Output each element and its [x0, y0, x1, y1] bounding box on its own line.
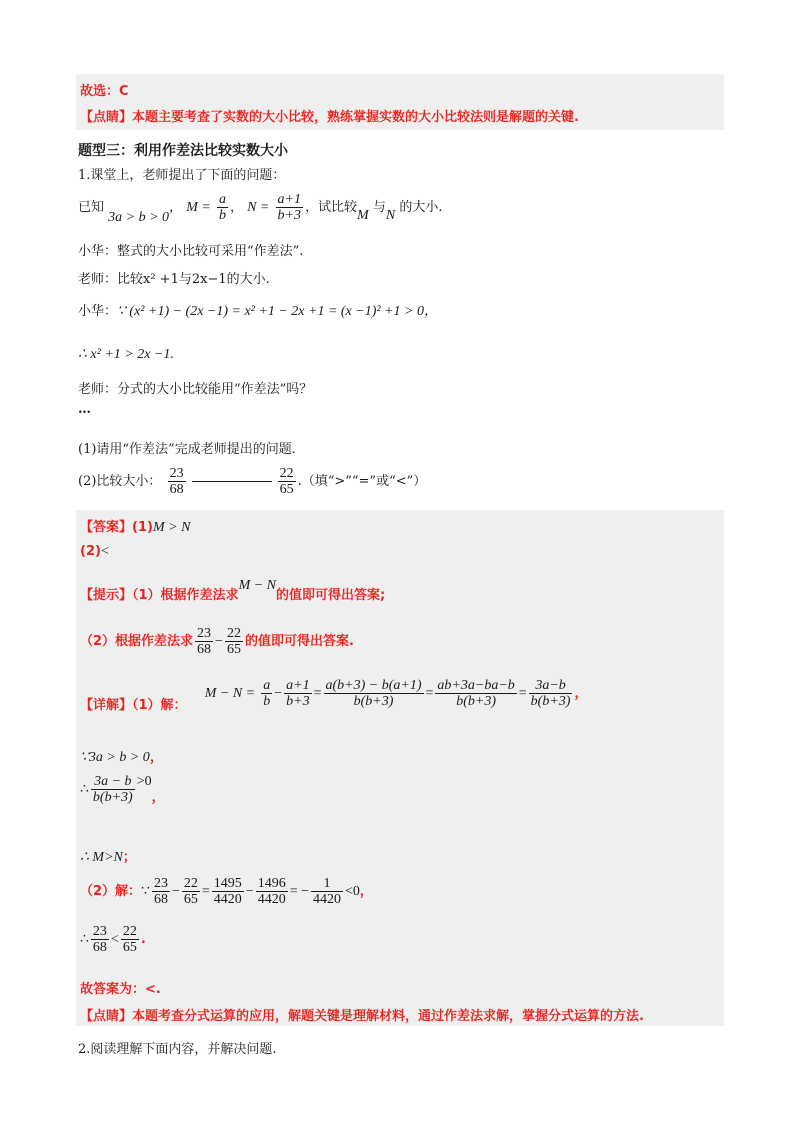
- detail-line-1: 【详解】（1）解： M − N = $\frac{a}{b}$ − $\frac{a+1}{b+3}$ = $\frac{a(b+3) - b(a+1)}{b(b+3)}$ = $\frac{ab+3a-ba-b}{b(b+3)}$ = $\frac{3a-b}{b(b+3)}$ ，: [80, 678, 588, 713]
- therefore-line: ∴ x² +1 > 2x −1.: [78, 347, 174, 362]
- top-comment-tag: 【点睛】: [80, 110, 133, 125]
- answer-line-1: [80, 516, 190, 536]
- therefore-line-2: [80, 846, 136, 866]
- d2-fraction-a: $\frac{23}{68}$: [153, 876, 168, 907]
- n-fraction: $\frac{a+1}{b+3}$: [277, 192, 301, 223]
- hint2-fraction-b: $\frac{22}{65}$: [226, 626, 241, 657]
- hint-line-2: [80, 626, 354, 657]
- detail-tag: 【详解】: [80, 698, 133, 713]
- solution-comment-tag: 【点睛】: [80, 1009, 133, 1024]
- therefore2-math: ∴ M>N: [80, 850, 123, 865]
- therefore3-fraction-a: $\frac{23}{68}$: [92, 924, 107, 955]
- top-answer-line: 故选：C: [80, 84, 129, 99]
- solution-comment: [80, 1005, 644, 1024]
- q2-answer-blank[interactable]: [192, 481, 272, 482]
- compare-text: ，试比较: [304, 200, 357, 215]
- final-answer: 故答案为：<.: [80, 982, 161, 997]
- top-comment-text: 本题主要考查了实数的大小比较，熟练掌握实数的大小比较法则是解题的关键.: [132, 110, 579, 125]
- therefore1-fraction: $\frac{3a - b}{b(b+3)}$: [92, 774, 133, 805]
- detail1-prefix: （1）解：: [132, 698, 187, 713]
- d2-tail: <0: [344, 884, 360, 899]
- d1-fraction-1: $\frac{a}{b}$: [263, 678, 271, 709]
- d1-fraction-5: $\frac{3a-b}{b(b+3)}$: [530, 678, 571, 709]
- q2-fraction-b: $\frac{22}{65}$: [279, 466, 294, 497]
- q2-prefix: (2)比较大小：: [78, 474, 162, 489]
- ellipsis: …: [78, 402, 91, 417]
- problem1-known-line: 已知 3a > b > 0， M = $\frac{a}{b}$ ， N = $\frac{a+1}{b+3}$ ，试比较M 与N 的大小.: [78, 192, 443, 225]
- answer1-math: M > N: [152, 520, 191, 535]
- known-prefix: 已知: [78, 200, 105, 215]
- d1-end: ，: [574, 686, 588, 701]
- teacher-line-2: 老师：分式的大小比较能用“作差法”吗？: [78, 382, 313, 397]
- top-comment: [80, 106, 579, 125]
- therefore3-lt: <: [110, 932, 119, 947]
- d1-lhs: M − N =: [204, 686, 256, 701]
- because1-math: ∵3a > b > 0: [80, 750, 150, 765]
- therefore-line-3: [80, 924, 146, 955]
- d2-because: ∵: [141, 884, 150, 899]
- problem2-intro: 2.阅读理解下面内容，并解决问题.: [78, 1042, 277, 1057]
- section-title: 题型三：利用作差法比较实数大小: [78, 143, 288, 159]
- d1-fraction-2: $\frac{a+1}{b+3}$: [286, 678, 310, 709]
- d1-fraction-3: $\frac{a(b+3) - b(a+1)}{b(b+3)}$: [325, 678, 422, 709]
- d1-fraction-4: $\frac{ab+3a-ba-b}{b(b+3)}$: [437, 678, 515, 709]
- xiaohua-line-1: 小华：整式的大小比较可采用“作差法”.: [78, 244, 304, 259]
- d2-fraction-e: $\frac{1}{4420}$: [312, 876, 341, 907]
- hint-tag: 【提示】: [80, 588, 133, 603]
- therefore3-prefix: ∴: [80, 932, 89, 947]
- hint2-prefix: （2）根据作差法求: [80, 634, 194, 649]
- hint1-math: M − N: [238, 578, 277, 593]
- problem1-intro: 1.课堂上，老师提出了下面的问题：: [78, 168, 286, 183]
- xiaohua2-math: ∵ (x² +1) − (2x −1) = x² +1 − 2x +1 = (x −1)² +1 > 0，: [117, 304, 438, 319]
- therefore3-end: .: [140, 932, 146, 947]
- therefore3-fraction-b: $\frac{22}{65}$: [122, 924, 137, 955]
- xiaohua2-label: 小华：: [78, 304, 118, 319]
- detail2-prefix: （2）解：: [80, 884, 142, 899]
- question-2: [78, 466, 426, 497]
- known-condition: 3a > b > 0: [108, 210, 170, 225]
- d2-fraction-d: $\frac{1496}{4420}$: [257, 876, 286, 907]
- answer2-math: <: [100, 544, 109, 559]
- answer1-prefix: (1): [132, 520, 153, 535]
- solution-comment-text: 本题考查分式运算的应用，解题关键是理解材料，通过作差法求解，掌握分式运算的方法.: [132, 1009, 644, 1024]
- question-1: (1)请用“作差法”完成老师提出的问题.: [78, 442, 296, 457]
- hint1-suffix: 的值即可得出答案;: [276, 588, 386, 603]
- d2-fraction-b: $\frac{22}{65}$: [183, 876, 198, 907]
- var-m: M: [357, 208, 369, 223]
- hint1-prefix: （1）根据作差法求: [132, 588, 239, 603]
- detail-line-2: （2）解：∵ $\frac{23}{68}$ − $\frac{22}{65}$ = $\frac{1495}{4420}$ − $\frac{1496}{4420}$ = − $\frac{1}{4420}$ <0，: [80, 876, 373, 907]
- answer-tag: 【答案】: [80, 520, 133, 535]
- because-line-1: [80, 746, 163, 766]
- d2-end: ，: [359, 884, 373, 899]
- therefore-line-1: [80, 774, 165, 805]
- and-text: 与: [372, 200, 386, 215]
- size-text: 的大小.: [399, 200, 443, 215]
- m-lhs: M =: [186, 200, 211, 215]
- answer-line-2: [80, 544, 109, 560]
- therefore1-suffix: >0: [136, 774, 152, 789]
- hint2-suffix: 的值即可得出答案.: [244, 634, 354, 649]
- m-fraction: $\frac{a}{b}$: [218, 192, 226, 223]
- because1-end: ，: [149, 750, 163, 765]
- q2-suffix: .（填“>”“=”或“<”）: [297, 474, 427, 489]
- q2-fraction-a: $\frac{23}{68}$: [169, 466, 184, 497]
- answer2-prefix: (2): [80, 544, 101, 559]
- var-n: N: [385, 208, 396, 223]
- hint2-minus: −: [215, 634, 223, 649]
- hint2-fraction-a: $\frac{23}{68}$: [197, 626, 212, 657]
- therefore1-end: ，: [151, 790, 165, 805]
- therefore1-prefix: ∴: [80, 782, 89, 797]
- n-lhs: N =: [247, 200, 270, 215]
- therefore2-end: ；: [122, 850, 136, 865]
- d2-fraction-c: $\frac{1495}{4420}$: [213, 876, 242, 907]
- xiaohua-line-2: [78, 300, 438, 320]
- teacher-line-1: 老师：比较x² +1与2x−1的大小.: [78, 272, 270, 287]
- hint-line-1: [80, 578, 386, 604]
